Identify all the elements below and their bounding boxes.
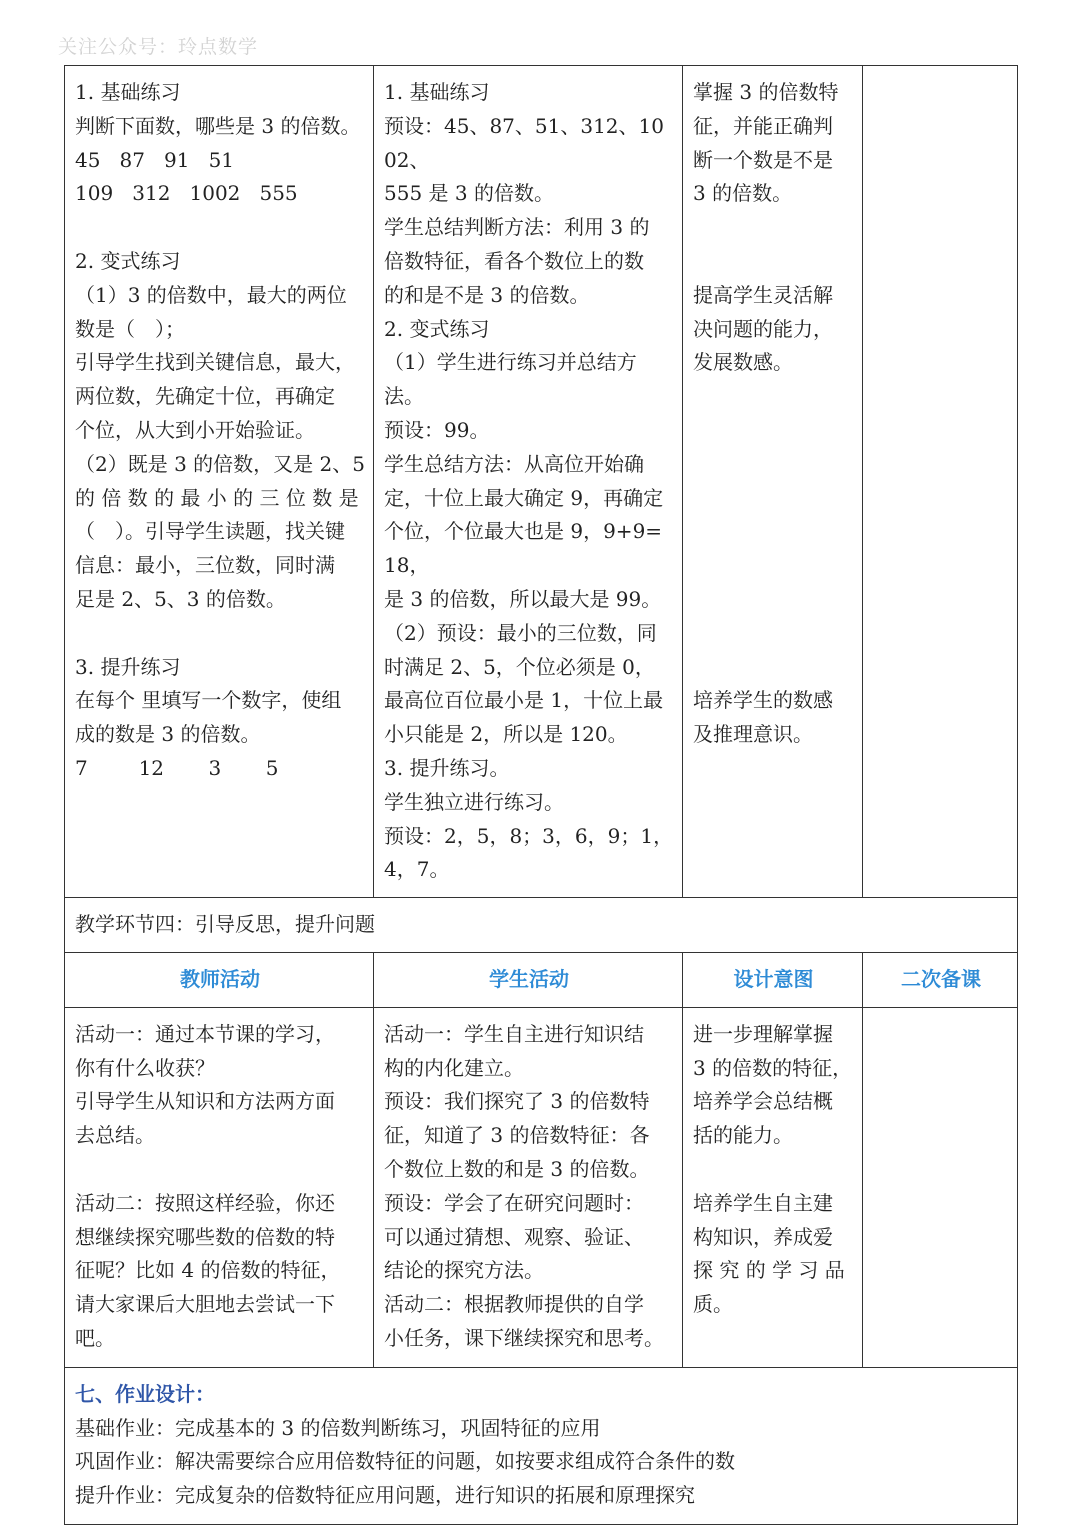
lesson-plan-table bbox=[64, 65, 1018, 1525]
text-line: 4，7。 bbox=[384, 857, 450, 882]
text-line: 构的内化建立。 bbox=[384, 1055, 524, 1080]
text-line: 培养学会总结概 bbox=[693, 1089, 833, 1114]
text-line: 555 是 3 的倍数。 bbox=[384, 181, 554, 206]
header-row bbox=[65, 952, 1018, 1007]
teacher-practice-cell bbox=[65, 66, 374, 898]
text-line: 征，知道了 3 的倍数特征：各 bbox=[384, 1123, 650, 1148]
text-line: 吧。 bbox=[75, 1325, 115, 1350]
text-line: 两位数，先确定十位，再确定 bbox=[75, 384, 335, 409]
text-line: 最高位百位最小是 1，十位上最 bbox=[384, 688, 664, 713]
header-second-prep: 二次备课 bbox=[863, 952, 1018, 1007]
text-line: 括的能力。 bbox=[693, 1123, 793, 1148]
header-teacher-activity: 教师活动 bbox=[65, 952, 374, 1007]
text-line: （2）既是 3 的倍数，又是 2、5 bbox=[75, 451, 365, 476]
student-practice-cell bbox=[374, 66, 683, 898]
text-line: 可以通过猜想、观察、验证、 bbox=[384, 1224, 644, 1249]
text-line: 3. 提升练习 bbox=[75, 654, 181, 679]
text-line: 征，并能正确判 bbox=[693, 113, 833, 138]
text-line: 个位，从大到小开始验证。 bbox=[75, 417, 315, 442]
intent-reflection-cell bbox=[683, 1007, 863, 1367]
blank-line bbox=[693, 617, 854, 651]
text-line: 结论的探究方法。 bbox=[384, 1258, 544, 1283]
text-line: 想继续探究哪些数的倍数的特 bbox=[75, 1224, 335, 1249]
text-line: 法。 bbox=[384, 384, 424, 409]
text-line: 请大家课后大胆地去尝试一下 bbox=[75, 1292, 335, 1317]
blank-line bbox=[693, 515, 854, 549]
text-line: 2. 变式练习 bbox=[384, 316, 490, 341]
blank-line bbox=[693, 482, 854, 516]
text-line: 预设：99。 bbox=[384, 417, 490, 442]
text-line: 及推理意识。 bbox=[693, 722, 813, 747]
text-line: 的和是不是 3 的倍数。 bbox=[384, 282, 590, 307]
text-line: 成的数是 3 的倍数。 bbox=[75, 722, 261, 747]
text-line: 109 312 1002 555 bbox=[75, 181, 298, 206]
text-line: （1）学生进行练习并总结方 bbox=[384, 350, 637, 375]
text-line: 活动一：学生自主进行知识结 bbox=[384, 1021, 644, 1046]
text-line: （2）预设：最小的三位数，同 bbox=[384, 620, 657, 645]
text-line: 活动一：通过本节课的学习， bbox=[75, 1021, 335, 1046]
text-line: （1）3 的倍数中，最大的两位 bbox=[75, 282, 347, 307]
homework-cell bbox=[65, 1367, 1018, 1524]
text-line: 你有什么收获？ bbox=[75, 1055, 215, 1080]
blank-line bbox=[693, 245, 854, 279]
text-line: 学生独立进行练习。 bbox=[384, 789, 564, 814]
blank-line bbox=[693, 380, 854, 414]
text-line: 培养学生自主建 bbox=[693, 1190, 833, 1215]
section-row bbox=[65, 898, 1018, 953]
homework-row bbox=[65, 1367, 1018, 1524]
text-line: 的 倍 数 的 最 小 的 三 位 数 是 bbox=[75, 485, 359, 510]
text-line: 探 究 的 学 习 品 bbox=[693, 1258, 845, 1283]
text-line: 是 3 的倍数，所以最大是 99。 bbox=[384, 586, 662, 611]
homework-item-basic: 基础作业：完成基本的 3 的倍数判断练习，巩固特征的应用 bbox=[75, 1415, 601, 1440]
student-reflection-cell bbox=[374, 1007, 683, 1367]
blank-line bbox=[693, 549, 854, 583]
text-line: 倍数特征，看各个数位上的数 bbox=[384, 248, 644, 273]
homework-item-advanced: 提升作业：完成复杂的倍数特征应用问题，进行知识的拓展和原理探究 bbox=[75, 1483, 695, 1508]
text-line: 在每个 里填写一个数字，使组 bbox=[75, 688, 342, 713]
text-line: 个数位上数的和是 3 的倍数。 bbox=[384, 1156, 650, 1181]
intent-practice-cell bbox=[683, 66, 863, 898]
text-line: 预设：学会了在研究问题时： bbox=[384, 1190, 644, 1215]
text-line: 2. 变式练习 bbox=[75, 248, 181, 273]
text-line: 预设：我们探究了 3 的倍数特 bbox=[384, 1089, 650, 1114]
watermark: 关注公众号：玲点数学 bbox=[58, 36, 259, 58]
text-line: 活动二：根据教师提供的自学 bbox=[384, 1292, 644, 1317]
blank-line bbox=[693, 448, 854, 482]
second-prep-practice-cell bbox=[863, 66, 1018, 898]
text-line: 学生总结判断方法：利用 3 的 bbox=[384, 215, 650, 240]
homework-item-consolidate: 巩固作业：解决需要综合应用倍数特征的问题，如按要求组成符合条件的数 bbox=[75, 1449, 735, 1474]
text-line: 小只能是 2，所以是 120。 bbox=[384, 722, 628, 747]
text-line: （ ）。引导学生读题，找关键 bbox=[75, 519, 345, 544]
blank-line bbox=[693, 651, 854, 685]
text-line: 3 的倍数。 bbox=[693, 181, 793, 206]
reflection-row bbox=[65, 1007, 1018, 1367]
text-line: 掌握 3 的倍数特 bbox=[693, 80, 839, 104]
text-line: 质。 bbox=[693, 1292, 733, 1317]
section-four-title: 教学环节四：引导反思，提升问题 bbox=[65, 898, 1018, 953]
text-line: 信息：最小，三位数，同时满 bbox=[75, 553, 335, 578]
text-line: 个位，个位最大也是 9，9+9=18， bbox=[384, 519, 663, 578]
text-line: 时满足 2、5，个位必须是 0， bbox=[384, 654, 655, 679]
text-line: 1. 基础练习 bbox=[75, 80, 181, 104]
text-line: 引导学生从知识和方法两方面 bbox=[75, 1089, 335, 1114]
text-line: 征呢？比如 4 的倍数的特征， bbox=[75, 1258, 341, 1283]
teacher-reflection-cell bbox=[65, 1007, 374, 1367]
blank-line bbox=[693, 583, 854, 617]
text-line: 进一步理解掌握 bbox=[693, 1021, 833, 1046]
text-line: 3 的倍数的特征， bbox=[693, 1055, 853, 1080]
text-line: 提高学生灵活解 bbox=[693, 282, 833, 307]
text-line: 7 12 3 5 bbox=[75, 755, 279, 780]
text-line: 活动二：按照这样经验，你还 bbox=[75, 1190, 335, 1215]
text-line: 数是（ ）； bbox=[75, 316, 185, 341]
header-design-intent: 设计意图 bbox=[683, 952, 863, 1007]
text-line: 断一个数是不是 bbox=[693, 147, 833, 172]
second-prep-reflection-cell bbox=[863, 1007, 1018, 1367]
text-line: 去总结。 bbox=[75, 1123, 155, 1148]
text-line: 构知识，养成爱 bbox=[693, 1224, 833, 1249]
text-line: 预设：45、87、51、312、1002、 bbox=[384, 113, 664, 172]
blank-line bbox=[75, 211, 365, 245]
homework-title: 七、作业设计： bbox=[75, 1381, 215, 1406]
text-line: 足是 2、5、3 的倍数。 bbox=[75, 586, 286, 611]
text-line: 预设：2，5，8；3，6，9；1， bbox=[384, 823, 674, 848]
text-line: 判断下面数，哪些是 3 的倍数。 bbox=[75, 113, 361, 138]
text-line: 小任务，课下继续探究和思考。 bbox=[384, 1325, 664, 1350]
text-line: 定，十位上最大确定 9，再确定 bbox=[384, 485, 664, 510]
text-line: 45 87 91 51 bbox=[75, 147, 235, 172]
blank-line bbox=[75, 1153, 365, 1187]
text-line: 发展数感。 bbox=[693, 350, 793, 375]
blank-line bbox=[693, 1153, 854, 1187]
blank-line bbox=[693, 211, 854, 245]
practice-row bbox=[65, 66, 1018, 898]
blank-line bbox=[693, 414, 854, 448]
blank-line bbox=[75, 617, 365, 651]
text-line: 决问题的能力， bbox=[693, 316, 833, 341]
header-student-activity: 学生活动 bbox=[374, 952, 683, 1007]
text-line: 1. 基础练习 bbox=[384, 80, 490, 104]
text-line: 学生总结方法：从高位开始确 bbox=[384, 451, 644, 476]
text-line: 引导学生找到关键信息，最大， bbox=[75, 350, 355, 375]
text-line: 培养学生的数感 bbox=[693, 688, 833, 713]
text-line: 3. 提升练习。 bbox=[384, 755, 510, 780]
